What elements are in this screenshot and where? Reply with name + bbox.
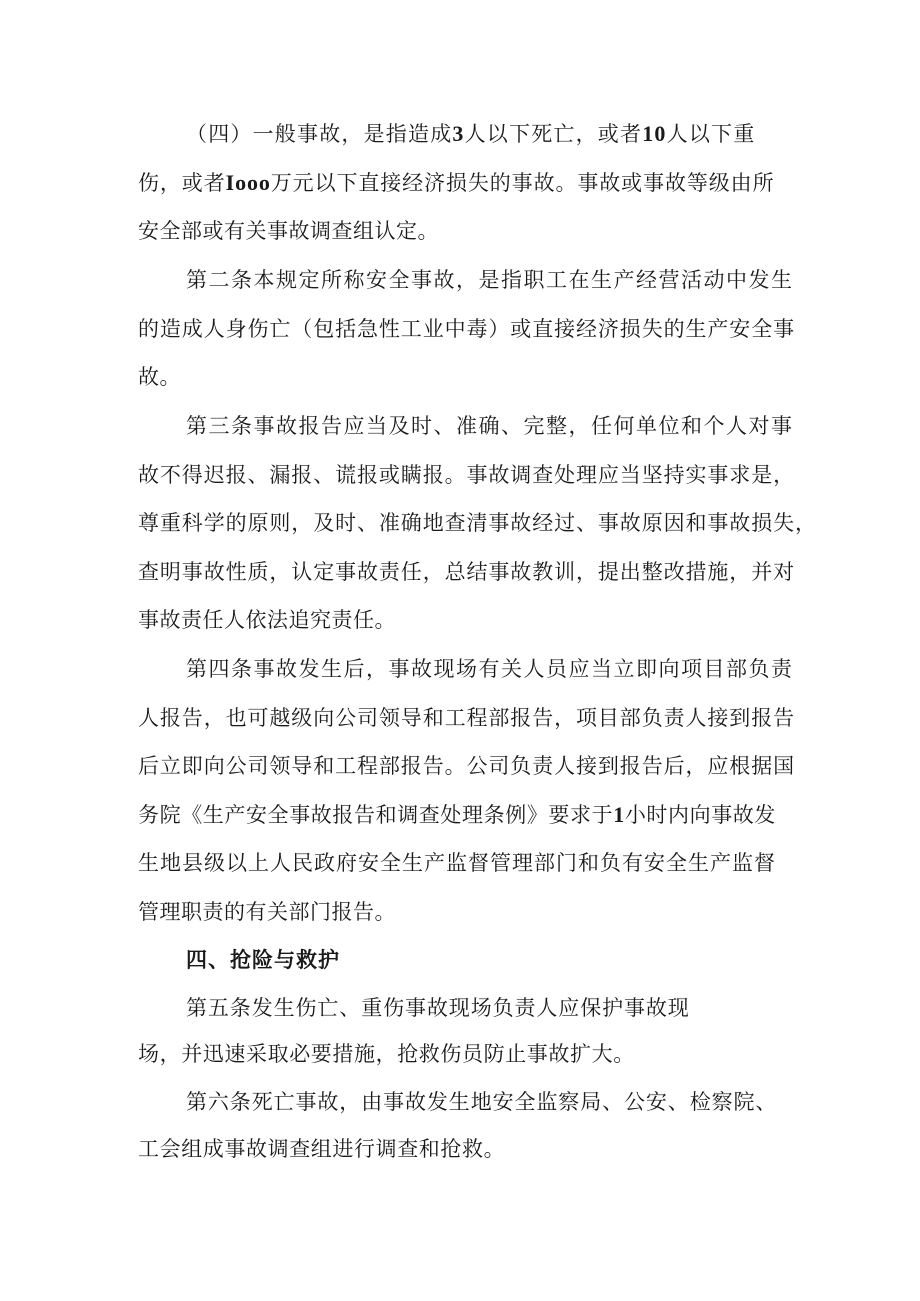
paragraph-6-line-1: 第六条死亡事故，由事故发生地安全监察局、公安、检察院、 bbox=[186, 1090, 778, 1114]
paragraph-4-line-2: 人报告，也可越级向公司领导和工程部报告，项目部负责人接到报告 bbox=[138, 706, 795, 730]
paragraph-3-line-5: 事故责任人依法追究责任。 bbox=[138, 608, 396, 632]
paragraph-5-line-2: 场，并迅速采取必要措施，抢救伤员防止事故扩大。 bbox=[138, 1042, 635, 1066]
paragraph-4-line-6: 管理职责的有关部门报告。 bbox=[138, 900, 396, 924]
paragraph-2-line-3: 故。 bbox=[138, 365, 181, 389]
paragraph-4-line-3: 后立即向公司领导和工程部报告。公司负责人接到报告后，应根据国 bbox=[138, 754, 795, 778]
paragraph-4-line-5: 生地县级以上人民政府安全生产监督管理部门和负有安全生产监督 bbox=[138, 851, 776, 875]
paragraph-5-line-1: 第五条发生伤亡、重伤事故现场负责人应保护事故现 bbox=[186, 996, 690, 1020]
paragraph-6-line-2: 工会组成事故调查组进行调查和抢救。 bbox=[138, 1137, 506, 1161]
paragraph-1-line-3: 安全部或有关事故调查组认定。 bbox=[138, 219, 439, 243]
paragraph-3-line-2: 故不得迟报、漏报、谎报或瞒报。事故调查处理应当坚持实事求是， bbox=[138, 463, 795, 487]
paragraph-1-line-2: 伤，或者Iooo万元以下直接经济损失的事故。事故或事故等级由所 bbox=[138, 170, 775, 195]
paragraph-2-line-1: 第二条本规定所称安全事故，是指职工在生产经营活动中发生 bbox=[186, 268, 794, 292]
paragraph-4-line-1: 第四条事故发生后，事故现场有关人员应当立即向项目部负责 bbox=[186, 657, 794, 681]
paragraph-3-line-1: 第三条事故报告应当及时、准确、完整，任何单位和个人对事 bbox=[186, 414, 794, 438]
section-heading: 四、抢险与救护 bbox=[186, 947, 340, 972]
paragraph-4-line-4: 务院《生产安全事故报告和调查处理条例》要求于1小时内向事故发 bbox=[138, 802, 777, 827]
paragraph-2-line-2: 的造成人身伤亡（包括急性工业中毒）或直接经济损失的生产安全事 bbox=[138, 317, 795, 341]
paragraph-1-line-1: （四）一般事故，是指造成3人以下死亡，或者10人以下重 bbox=[186, 121, 756, 146]
paragraph-3-line-4: 查明事故性质，认定事故责任，总结事故教训，提出整改措施，并对 bbox=[138, 560, 795, 584]
paragraph-3-line-3: 尊重科学的原则，及时、准确地查清事故经过、事故原因和事故损失， bbox=[138, 511, 817, 535]
